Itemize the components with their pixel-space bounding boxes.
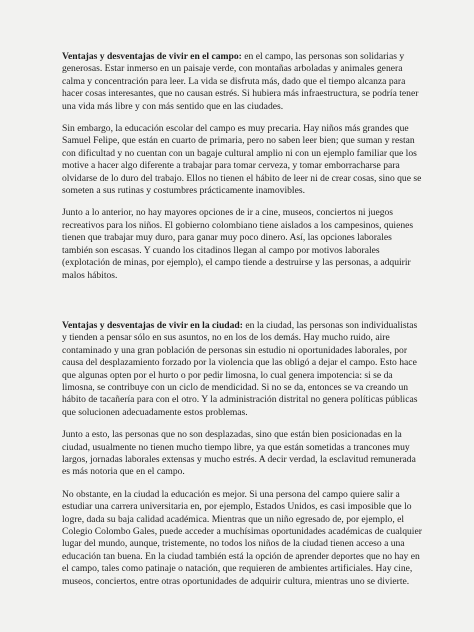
section2-paragraph-3: No obstante, en la ciudad la educación es mejor. Si una persona del campo quiere salir a estudiar una carrera universitaria en, por ejemplo, Estados Unidos, es casi imposible que lo logre, dada su baja calidad académica. Mientras que un niño egresado de, por ejemplo, el Colegio Colombo Gales, puede acceder a muchísimas oportunidades académicas de cualquier lugar del mundo, aunque, tristemente, no todos los niños de la ciudad tienen acceso a una educación tan buena. En la ciudad también está la opción de aprender deportes que no hay en el campo, tales como patinaje o natación, que requieren de ambientes artificiales. Hay cine, museos, conciertos, entre otras oportunidades de adquirir cultura, mientras uno se divierte.	[62, 488, 422, 587]
section2-intro-paragraph	[62, 320, 422, 419]
section2-heading: Ventajas y desventajas de vivir en la ciudad:	[62, 319, 243, 331]
section1-paragraph-1-text: en el campo, las personas son solidarias y generosas. Estar inmerso en un paisaje verde, con montañas arboladas y animales genera calma y concentración para leer. La vida se disfruta más, dado que el tiempo alcanza para hacer cosas interesantes, que no causan estrés. Si hubiera más infraestructura, se podría tener una vida más libre y con más sentido que en las ciudades.	[62, 51, 419, 112]
section1-heading: Ventajas y desventajas de vivir en el campo:	[62, 51, 242, 62]
section1-paragraph-3: Junto a lo anterior, no hay mayores opciones de ir a cine, museos, conciertos ni juegos recreativos para los niños. El gobierno colombiano tiene aislados a los campesinos, quienes tienen que trabajar muy duro, para ganar muy poco dinero. Así, las opciones laborales también son escasas. Y cuando los citadinos llegan al campo por motivos laborales (explotación de minas, por ejemplo), el campo tiende a destruirse y las personas, a adquirir malos hábitos.	[62, 207, 414, 281]
section1-paragraph-2: Sin embargo, la educación escolar del campo es muy precaria. Hay niños más grandes que Samuel Felipe, que están en cuarto de primaria, pero no saben leer bien; que suman y restan con dificultad y no cuentan con un bagaje cultural amplio ni con un ejemplo familiar que los motive a hacer algo diferente a trabajar para tomar cerveza, y tomar emborracharse para olvidarse de lo duro del trabajo. Ellos no tienen el hábito de leer ni de crear cosas, sino que se someten a sus rutinas y costumbres prácticamente inamovibles.	[62, 123, 422, 197]
section1-intro-paragraph	[62, 51, 422, 113]
section2-paragraph-1-text: en la ciudad, las personas son individualistas y tienden a pensar sólo en sus asuntos, no en los de los demás. Hay mucho ruido, aire contaminado y una gran población de personas sin estudio ni oportunidades laborales, por causa del desplazamiento forzado por la violencia que las obligó a dejar el campo. Esto hace que algunas opten por el hurto o por pedir limosna, lo cual genera impotencia: si se da limosna, se contribuye con un ciclo de mendicidad. Si no se da, entonces se va creando un hábito de tacañería para con el otro. Y la administración distrital no genera políticas públicas que solucionen adecuadamente estos problemas.	[62, 319, 418, 418]
section-divider-space	[62, 292, 422, 320]
section2-paragraph-2: Junto a esto, las personas que no son desplazadas, sino que están bien posicionadas en la ciudad, usualmente no tienen mucho tiempo libre, ya que están sometidas a trancones muy largos, jornadas laborales extensas y mucho estrés. A decir verdad, la esclavitud remunerada es más notoria que en el campo.	[62, 429, 416, 478]
